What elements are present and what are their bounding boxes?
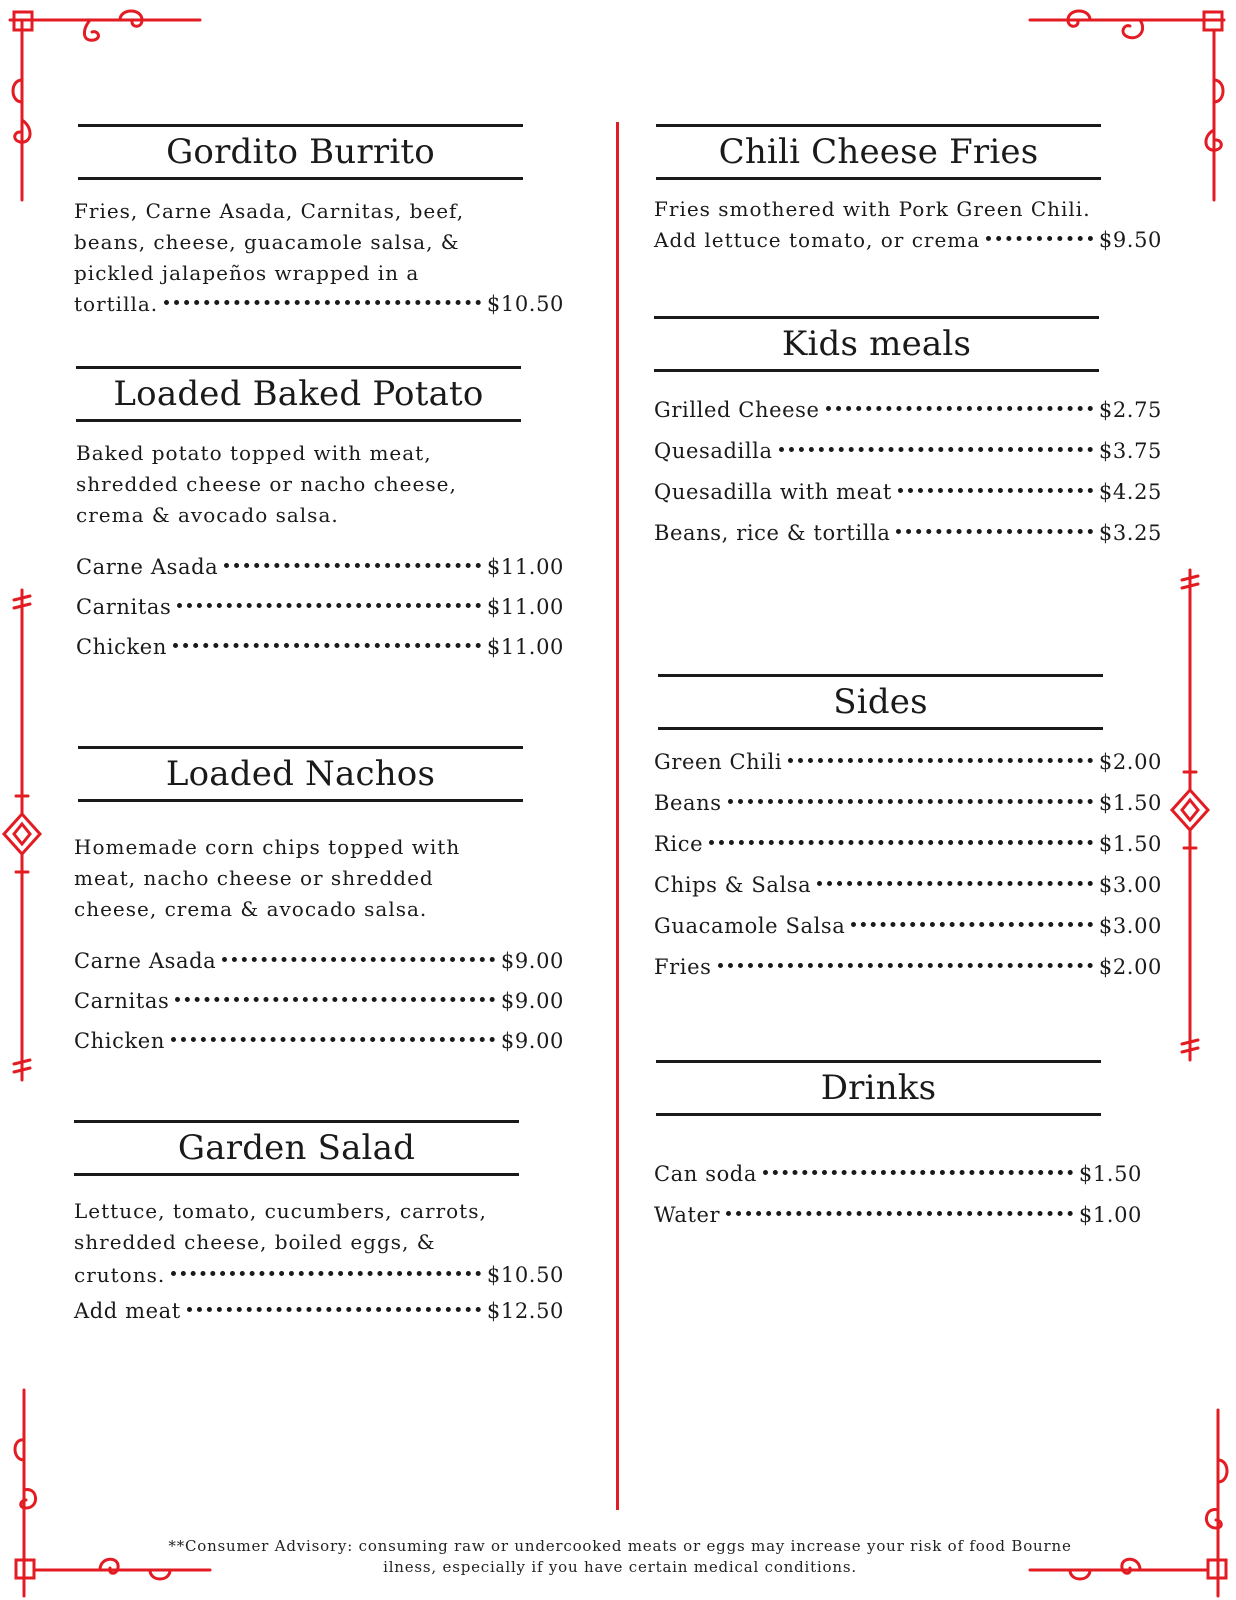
menu-item-row [76, 587, 564, 627]
menu-item-row [654, 390, 1162, 431]
menu-item-row [76, 627, 564, 667]
item-list [654, 390, 1162, 554]
item-price: $2.00 [1098, 750, 1162, 774]
item-price: $1.50 [1098, 791, 1162, 815]
section-title: Sides [658, 674, 1103, 730]
item-name: Carnitas [76, 595, 172, 619]
section-gordito-burrito [74, 124, 564, 320]
dot-leader [779, 447, 1093, 452]
dot-leader [851, 922, 1092, 927]
item-list [74, 941, 564, 1061]
dot-leader [171, 1271, 481, 1276]
item-description: Baked potato topped with meat, shredded cheese or nacho cheese, crema & avocado salsa. [76, 441, 457, 527]
section-sides [654, 674, 1162, 988]
menu-item-row [654, 1154, 1142, 1195]
item-name: Beans, rice & tortilla [654, 521, 891, 545]
dot-leader [726, 1211, 1073, 1216]
dot-leader [826, 406, 1093, 411]
item-description: Lettuce, tomato, cucumbers, carrots, shredded cheese, boiled eggs, & [74, 1199, 487, 1254]
dot-leader [763, 1170, 1073, 1175]
item-name: crutons. [74, 1263, 166, 1287]
menu-item-row [654, 431, 1162, 472]
section-drinks [654, 1060, 1142, 1236]
item-list [76, 547, 564, 667]
dot-leader [896, 529, 1092, 534]
section-kids-meals [654, 316, 1162, 554]
item-price: $12.50 [486, 1299, 564, 1323]
dot-leader [718, 963, 1093, 968]
dot-leader [986, 236, 1093, 241]
item-price: $2.00 [1098, 955, 1162, 979]
center-divider [616, 122, 619, 1510]
item-name: Carne Asada [76, 555, 219, 579]
item-price: $3.75 [1098, 439, 1162, 463]
item-name: Quesadilla with meat [654, 480, 892, 504]
section-chili-cheese-fries [654, 124, 1162, 256]
item-price: $10.50 [486, 292, 564, 316]
section-title: Garden Salad [74, 1120, 519, 1176]
item-name: Rice [654, 832, 704, 856]
dot-leader [898, 488, 1093, 493]
section-title: Chili Cheese Fries [656, 124, 1101, 180]
item-name: tortilla. [74, 292, 159, 316]
section-title: Kids meals [654, 316, 1099, 372]
dot-leader [788, 758, 1093, 763]
menu-item-row [654, 225, 1162, 256]
item-name: Add lettuce tomato, or crema [654, 228, 981, 252]
item-name: Beans [654, 791, 722, 815]
dot-leader [187, 1307, 481, 1312]
item-price: $1.00 [1078, 1203, 1142, 1227]
item-name: Add meat [74, 1299, 181, 1323]
menu-item-row [654, 1195, 1142, 1236]
menu-item-row [654, 947, 1162, 988]
dot-leader [224, 563, 481, 568]
item-price: $3.00 [1098, 914, 1162, 938]
dot-leader [175, 997, 494, 1002]
item-name: Chicken [74, 1029, 165, 1053]
section-title: Loaded Baked Potato [76, 366, 521, 422]
consumer-advisory: **Consumer Advisory: consuming raw or undercooked meats or eggs may increase your risk of food Bourne ilness, especially if you have certain medical conditions. [168, 1537, 1072, 1576]
item-price: $9.00 [500, 1029, 564, 1053]
item-name: Water [654, 1203, 721, 1227]
item-name: Carne Asada [74, 949, 217, 973]
menu-item-row [654, 824, 1162, 865]
item-description: Fries smothered with Pork Green Chili. [654, 197, 1091, 221]
dot-leader [173, 643, 481, 648]
dot-leader [817, 881, 1093, 886]
item-name: Green Chili [654, 750, 783, 774]
menu-item-row [74, 941, 564, 981]
item-list [654, 742, 1162, 988]
item-price: $10.50 [486, 1263, 564, 1287]
item-price: $2.75 [1098, 398, 1162, 422]
menu-item-row [74, 1021, 564, 1061]
item-name: Can soda [654, 1162, 757, 1186]
item-list [74, 1258, 564, 1330]
menu-item-row [654, 742, 1162, 783]
dot-leader [177, 603, 481, 608]
dot-leader [222, 957, 495, 962]
item-price: $11.00 [486, 635, 564, 659]
item-name: Grilled Cheese [654, 398, 820, 422]
item-name: Quesadilla [654, 439, 773, 463]
section-garden-salad [74, 1120, 564, 1330]
item-price: $9.50 [1098, 228, 1162, 252]
item-price: $1.50 [1098, 832, 1162, 856]
item-price: $11.00 [486, 555, 564, 579]
item-price: $3.25 [1098, 521, 1162, 545]
item-description: Fries, Carne Asada, Carnitas, beef, beans, cheese, guacamole salsa, & pickled jalapeños wrapped in a [74, 199, 465, 285]
menu-item-row [654, 865, 1162, 906]
section-loaded-baked-potato [76, 366, 564, 667]
dot-leader [171, 1037, 495, 1042]
item-name: Guacamole Salsa [654, 914, 846, 938]
side-ornament-left-icon [4, 590, 40, 1080]
menu-item-row [74, 289, 564, 320]
item-name: Carnitas [74, 989, 170, 1013]
section-title: Loaded Nachos [78, 746, 523, 802]
section-loaded-nachos [74, 746, 564, 1061]
item-price: $9.00 [500, 989, 564, 1013]
menu-item-row [654, 513, 1162, 554]
item-list [654, 1154, 1142, 1236]
dot-leader [164, 300, 481, 305]
menu-item-row [654, 906, 1162, 947]
section-title: Drinks [656, 1060, 1101, 1116]
section-title: Gordito Burrito [78, 124, 523, 180]
menu-item-row [74, 1258, 564, 1292]
dot-leader [728, 799, 1093, 804]
menu-item-row [74, 981, 564, 1021]
menu-item-row [74, 1292, 564, 1330]
item-price: $3.00 [1098, 873, 1162, 897]
menu-item-row [76, 547, 564, 587]
item-name: Chicken [76, 635, 167, 659]
item-price: $9.00 [500, 949, 564, 973]
menu-item-row [654, 472, 1162, 513]
menu-item-row [654, 783, 1162, 824]
item-name: Fries [654, 955, 712, 979]
item-price: $11.00 [486, 595, 564, 619]
dot-leader [709, 840, 1093, 845]
item-description: Homemade corn chips topped with meat, nacho cheese or shredded cheese, crema & avocado salsa. [74, 835, 461, 921]
item-name: Chips & Salsa [654, 873, 812, 897]
item-price: $1.50 [1078, 1162, 1142, 1186]
side-ornament-right-icon [1172, 570, 1208, 1060]
item-price: $4.25 [1098, 480, 1162, 504]
